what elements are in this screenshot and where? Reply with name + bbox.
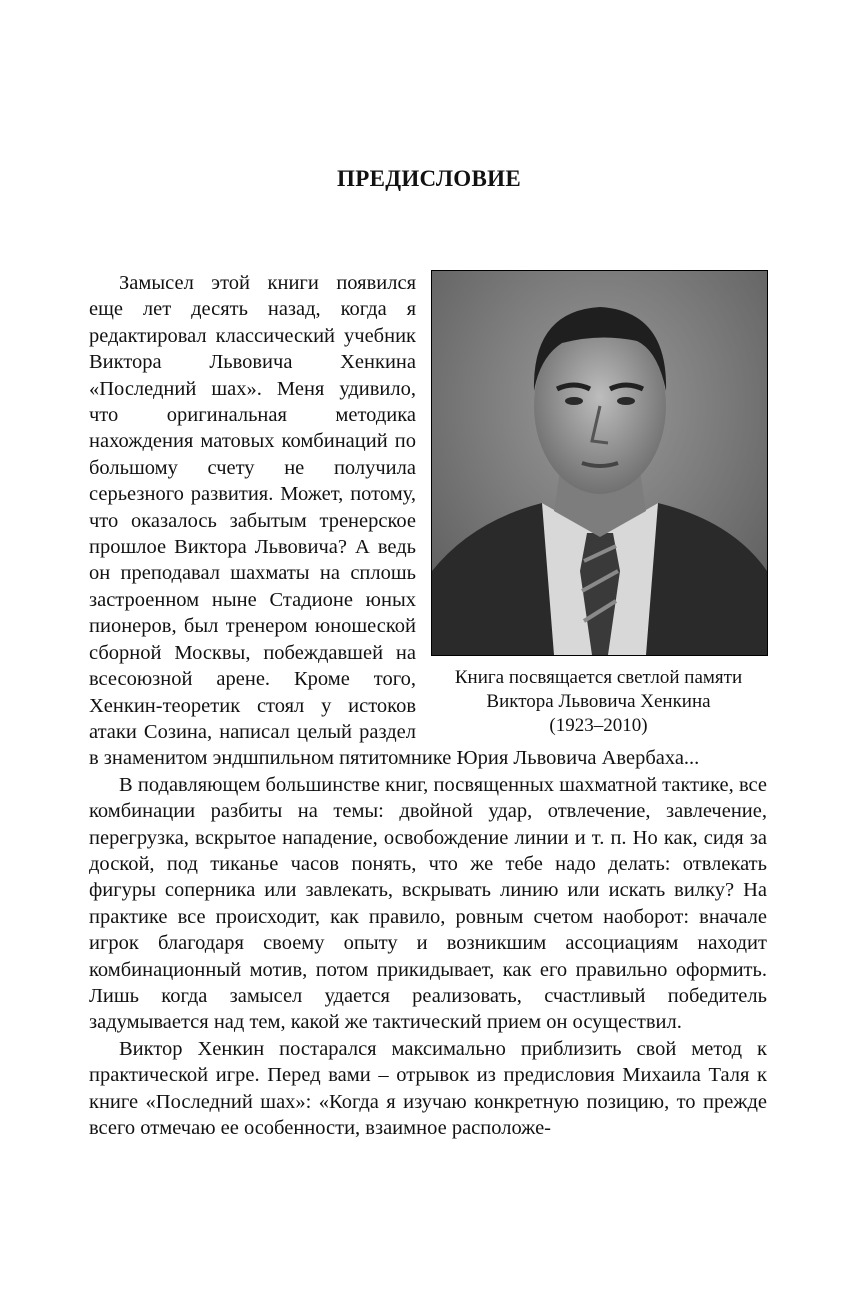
- paragraph-1: Замысел этой книги появился еще лет десять назад, когда я редактировал классический учебник Виктора Львовича Хенкина «Последний шах». Меня удивило, что оригинальная методика нахождения матовых комбинаций по большому счету не получила серьезного развития. Может, потому, что оказалось забытым тренерское прошлое Виктора Львовича? А ведь он преподавал шахматы на сплошь застроенном ныне Стадионе юных пионеров, был тренером юношеской сборной Москвы, побеждавшей на всесоюзной арене. Кроме того, Хенкин-теоретик стоял у истоков атаки Созина, написал целый раздел в знаменитом эндшпильном пятитомнике Юрия Львовича Авербаха...: [89, 272, 700, 770]
- paragraph-2: В подавляющем большинстве книг, посвященных шахматной тактике, все комбинации разбиты на темы: двойной удар, отвлечение, завлечение, перегрузка, вскрытое нападение, освобождение линии и т. п. Но как, сидя за доской, под тиканье часов понять, что же тебе надо делать: отвлекать фигуры соперника или завлекать, вскрывать линию или искать вилку? На практике все происходит, как правило, ровным счетом наоборот: вначале игрок благодаря своему опыту и возникшим ассоциациям находит комбинационный мотив, потом прикидывает, как его правильно оформить. Лишь когда замысел удается реализовать, счастливый победитель задумывается над тем, какой же тактический прием он осуществил.: [89, 773, 767, 1034]
- caption-line: Книга посвящается светлой памяти: [454, 667, 743, 688]
- portrait-photo: [431, 270, 768, 656]
- caption-years: (1923–2010): [549, 715, 648, 736]
- portrait-icon: [432, 271, 767, 655]
- dedication-figure: [430, 270, 767, 738]
- page-title: ПРЕДИСЛОВИЕ: [337, 166, 521, 191]
- caption-name: Виктора Львовича Хенкина: [486, 691, 711, 712]
- paragraph-3: Виктор Хенкин постарался максимально приблизить свой метод к практической игре. Перед вами – отрывок из предисловия Михаила Таля к книге «Последний шах»: «Когда я изучаю конкретную позицию, то прежде всего отмечаю ее особенности, взаимное расположе-: [89, 1037, 767, 1139]
- body-text: [89, 270, 767, 1141]
